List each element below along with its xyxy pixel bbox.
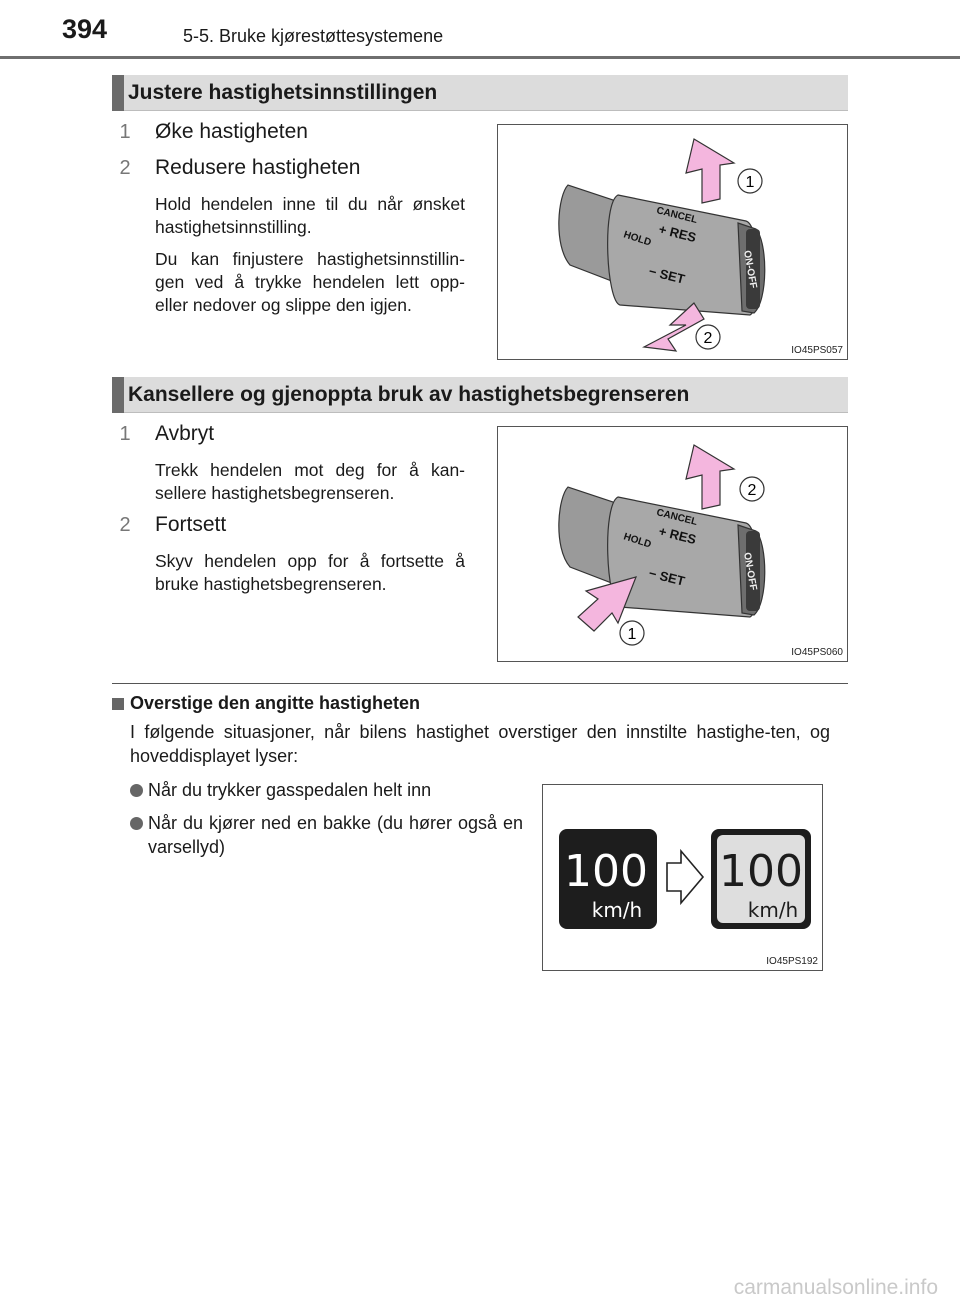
lever-label-cancel: CANCEL bbox=[655, 205, 699, 226]
callout-2: 2 bbox=[703, 330, 713, 347]
step-number-1: 1 bbox=[119, 423, 131, 445]
round-bullet-icon bbox=[130, 784, 143, 797]
round-bullet-icon bbox=[130, 817, 143, 830]
lever-label-res: + RES bbox=[657, 523, 698, 548]
speed-display-illustration bbox=[543, 785, 823, 971]
section-bar-cancel-resume bbox=[112, 377, 848, 413]
figure-code: IO45PS057 bbox=[791, 345, 843, 356]
section-accent bbox=[112, 75, 124, 111]
callout-1: 1 bbox=[627, 626, 637, 643]
figure-code: IO45PS192 bbox=[766, 956, 818, 967]
display-speed-normal: 100 bbox=[564, 846, 648, 897]
lever-label-on-off: ON-OFF bbox=[741, 551, 759, 592]
lever-label-set: − SET bbox=[647, 263, 687, 287]
lever-label-res: + RES bbox=[657, 221, 698, 246]
bullet-item: Når du trykker gasspedalen helt inn bbox=[148, 780, 432, 800]
step-number-2: 2 bbox=[119, 514, 131, 536]
section-title: Justere hastighetsinnstillingen bbox=[128, 81, 438, 104]
lever-illustration bbox=[498, 427, 848, 662]
arrow-right-icon bbox=[667, 851, 703, 903]
step-label-increase: Øke hastigheten bbox=[155, 120, 308, 143]
square-bullet-icon bbox=[112, 698, 124, 710]
section-title: Kansellere og gjenoppta bruk av hastighetsbegrenseren bbox=[128, 383, 690, 406]
lever-label-hold: HOLD bbox=[622, 531, 653, 551]
watermark: carmanualsonline.info bbox=[733, 1276, 938, 1299]
lever-label-cancel: CANCEL bbox=[655, 507, 699, 528]
figure-lever-cancel bbox=[497, 426, 848, 662]
figure-code: IO45PS060 bbox=[791, 647, 843, 658]
lever-illustration bbox=[498, 125, 848, 360]
page-number: 394 bbox=[62, 14, 108, 44]
section-bar-adjust-speed bbox=[112, 75, 848, 111]
display-unit-normal: km/h bbox=[591, 898, 643, 922]
lever-label-on-off: ON-OFF bbox=[741, 249, 759, 290]
instruction-text: Hold hendelen inne til du når ønsket hastighetsinnstilling. bbox=[155, 194, 465, 237]
display-unit-highlighted: km/h bbox=[747, 898, 799, 922]
subsection-heading: Overstige den angitte hastigheten bbox=[130, 693, 421, 713]
step-label-cancel: Avbryt bbox=[155, 422, 215, 445]
bullet-item: Når du kjører ned en bakke (du hører også en varsellyd) bbox=[148, 813, 523, 857]
arrow-up-icon bbox=[686, 139, 734, 203]
instruction-text: Skyv hendelen opp for å fortsette å bruke hastighetsbegrenseren. bbox=[155, 551, 465, 594]
step-label-resume: Fortsett bbox=[155, 513, 227, 536]
instruction-text: Du kan finjustere hastighetsinnstillin-gen ved å trykke hendelen lett opp- eller nedover og slippe den igjen. bbox=[155, 249, 465, 315]
callout-2: 2 bbox=[747, 482, 757, 499]
step-label-decrease: Redusere hastigheten bbox=[155, 156, 361, 179]
figure-speed-display bbox=[542, 784, 823, 971]
step-number-1: 1 bbox=[119, 121, 131, 143]
section-accent bbox=[112, 377, 124, 413]
callout-1: 1 bbox=[745, 174, 755, 191]
lever-label-set: − SET bbox=[647, 565, 687, 589]
figure-lever-adjust bbox=[497, 124, 848, 360]
arrow-up-icon bbox=[686, 445, 734, 509]
lever-label-hold: HOLD bbox=[622, 229, 653, 249]
display-speed-highlighted: 100 bbox=[719, 846, 803, 897]
section-divider bbox=[112, 683, 848, 684]
header-rule bbox=[0, 56, 960, 59]
arrow-down-icon bbox=[644, 303, 704, 351]
instruction-text: Trekk hendelen mot deg for å kan-sellere hastighetsbegrenseren. bbox=[155, 460, 465, 503]
chapter-title: 5-5. Bruke kjørestøttesystemene bbox=[183, 26, 444, 46]
subsection-paragraph: I følgende situasjoner, når bilens hastighet overstiger den innstilte hastighe-ten, og hoveddisplayet lyser: bbox=[130, 722, 830, 766]
step-number-2: 2 bbox=[119, 157, 131, 179]
